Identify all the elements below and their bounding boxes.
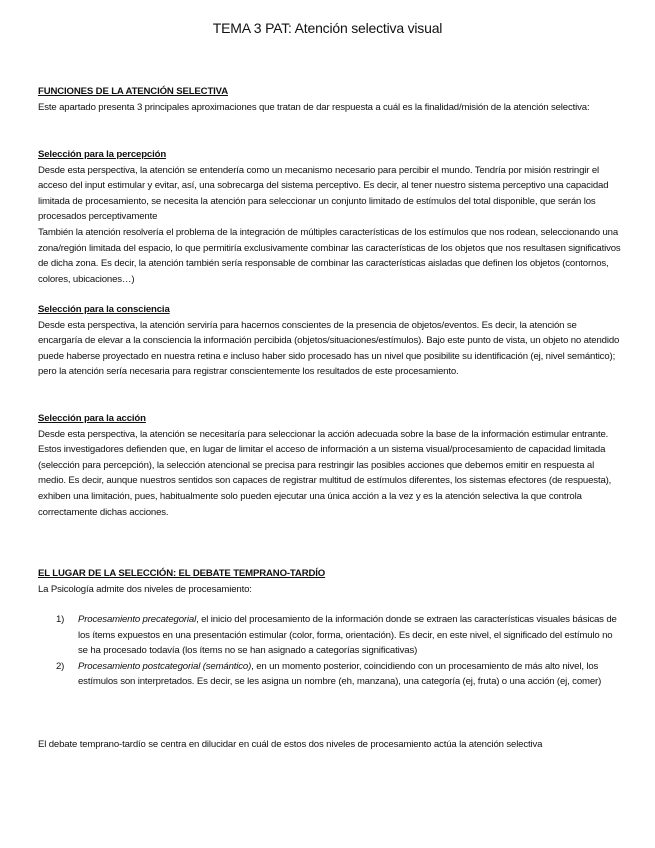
list-text: , en un momento posterior, coincidiendo con un procesamiento de más alto nivel, los estímulos son interpretados. Es decir, se les asigna un nombre (eh, manzana), una categoría (ej, fruta) o una acción (ej, comer): [78, 660, 602, 688]
list-term: Procesamiento postcategorial (semántico): [78, 660, 252, 672]
subsection-accion: [38, 411, 623, 520]
section-lugar-seleccion: [38, 566, 623, 597]
paragraph: Desde esta perspectiva, la atención se entendería como un mecanismo necesario para percibir el mundo. Tendría por misión restringir el acceso del input estimular y evitar, así, una sobrecarga del sistema perceptivo. Es decir, al tener nuestro sistema perceptivo una capacidad limitada de procesamiento, se necesita la atención para seleccionar un conjunto limitado de estímulos del total disponible, que serán los procesados perceptivamente: [38, 164, 609, 223]
paragraph: Desde esta perspectiva, la atención serviría para hacernos conscientes de la presencia de objetos/eventos. Es decir, la atención se encargaría de elevar a la consciencia la información percibida (objetos/situaciones/estímulos). Bajo este punto de vista, un objeto no atendido puede haberse proyectado en nuestra retina e incluso haber sido procesado has un nivel que posibilite su identificación (ej, nivel semántico); pero la atención sería necesaria para registrar conscientemente los resultados de este procesamiento.: [38, 319, 620, 378]
subsection-heading: Selección para la percepción: [38, 149, 167, 160]
subsection-percepcion: [38, 147, 623, 287]
paragraph: También la atención resolvería el problema de la integración de múltiples características de los estímulos que nos rodean, seleccionando una zona/región limitada del espacio, lo que permitiría exclusivamente combinar las características de los objetos que nos resultasen significativos de dicha zona. Es decir, la atención también sería responsable de combinar las características aisladas que definen los objetos (contornos, colores, ubicaciones…): [38, 226, 621, 285]
section-intro: La Psicología admite dos niveles de procesamiento:: [38, 583, 252, 595]
subsection-heading: Selección para la acción: [38, 413, 146, 424]
section-funciones: [38, 84, 623, 115]
document-title: TEMA 3 PAT: Atención selectiva visual: [212, 20, 443, 36]
section-intro: Este apartado presenta 3 principales aproximaciones que tratan de dar respuesta a cuál es la finalidad/misión de la atención selectiva:: [38, 101, 590, 113]
list-term: Procesamiento precategorial: [78, 614, 197, 625]
processing-levels-list: [38, 612, 623, 690]
subsection-consciencia: [38, 302, 623, 380]
list-item: [38, 612, 623, 659]
section-heading: EL LUGAR DE LA SELECCIÓN: EL DEBATE TEMPRANO-TARDÍO: [38, 568, 326, 579]
list-number: 2): [56, 660, 65, 672]
list-text: , el inicio del procesamiento de la información donde se extraen las características visuales básicas de los ítems expuestos en una presentación estimular (color, forma, orientación). Es decir, en este nivel, el significado del estímulo no se ha procesado todavía (los ítems no se han asignado a categorías significativas): [78, 614, 617, 657]
closing-paragraph: [38, 737, 623, 753]
list-item: [38, 659, 623, 690]
paragraph: Desde esta perspectiva, la atención se necesitaría para seleccionar la acción adecuada sobre la base de la información estimular entrante. Estos investigadores defienden que, en lugar de limitar el acceso de información a un sistema visual/procesamiento de capacidad limitada (selección para percepción), la selección atencional se precisa para restringir las posibles acciones que debemos emitir en respuesta al medio. Es decir, aunque nuestros sentidos son capaces de registrar multitud de estímulos diferentes, los sistemas efectores (de respuesta), exhiben una limitación, pues, habitualmente solo pueden ejecutar una única acción a la vez y es la atención selectiva la que controla correctamente dichas acciones.: [38, 428, 612, 518]
section-heading: FUNCIONES DE LA ATENCIÓN SELECTIVA: [38, 86, 228, 97]
list-number: 1): [56, 614, 65, 625]
paragraph: El debate temprano-tardío se centra en dilucidar en cuál de estos dos niveles de procesamiento actúa la atención selectiva: [38, 739, 543, 750]
subsection-heading: Selección para la consciencia: [38, 304, 170, 315]
